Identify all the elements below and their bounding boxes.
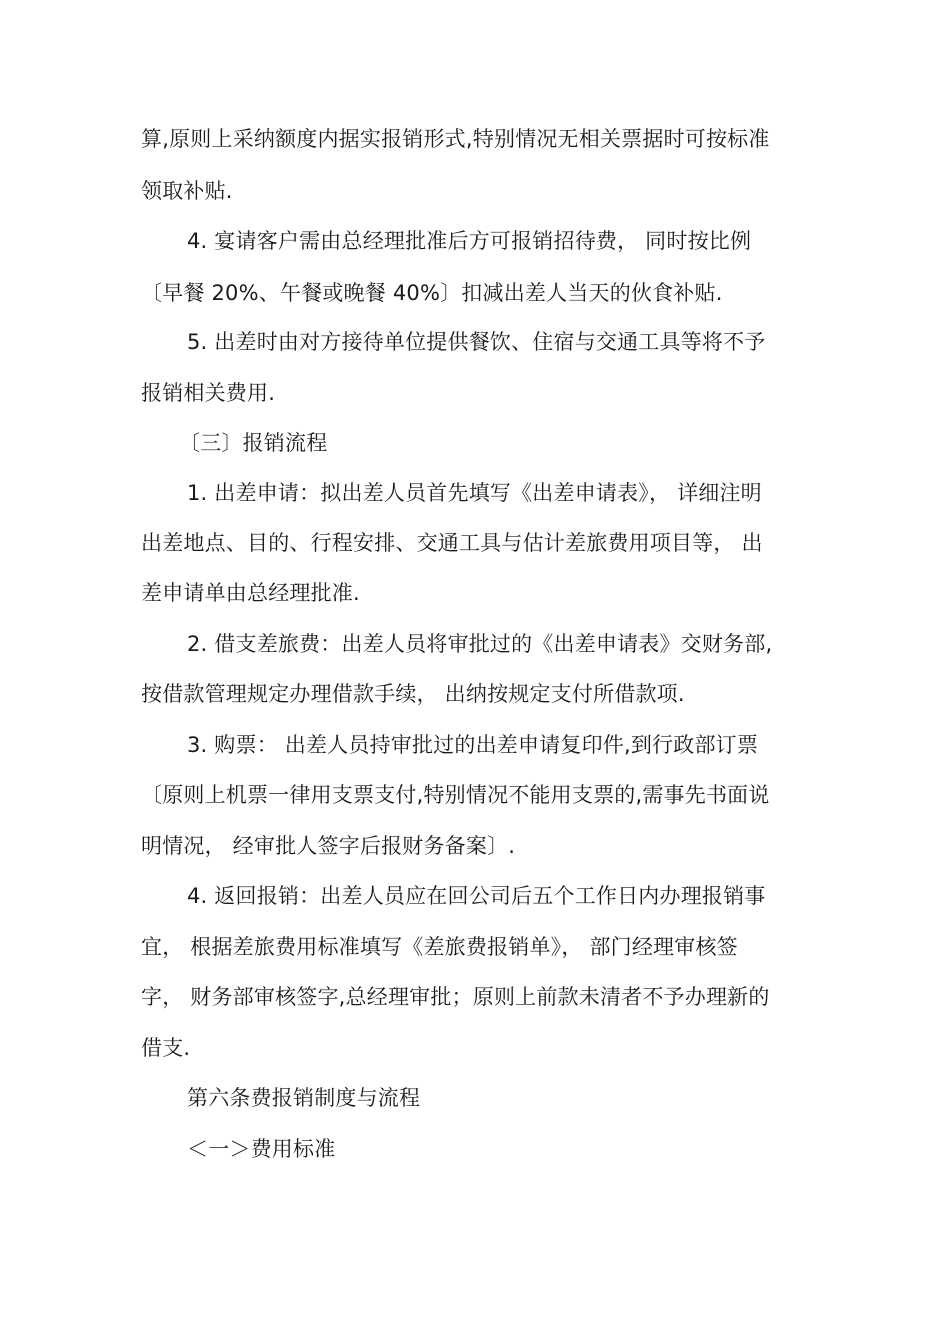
- text-line: 4. 返回报销：出差人员应在回公司后五个工作日内办理报销事: [187, 884, 766, 908]
- text-line: 宜， 根据差旅费用标准填写《差旅费报销单》， 部门经理审核签: [141, 935, 738, 959]
- text-line: 出差地点、目的、行程安排、交通工具与估计差旅费用项目等， 出: [141, 531, 763, 555]
- text-line: 5. 出差时由对方接待单位提供餐饮、住宿与交通工具等将不予: [187, 330, 766, 354]
- text-line: 1. 出差申请：拟出差人员首先填写《出差申请表》， 详细注明: [187, 481, 762, 505]
- text-line: 领取补贴.: [141, 179, 233, 203]
- text-line: 差申请单由总经理批准.: [141, 581, 360, 605]
- text-line: 借支.: [141, 1036, 191, 1060]
- text-line: 4. 宴请客户需由总经理批准后方可报销招待费， 同时按比例: [187, 229, 752, 253]
- text-line: 2. 借支差旅费：出差人员将审批过的《出差申请表》交财务部,: [187, 632, 773, 656]
- text-line: 报销相关费用.: [141, 381, 276, 405]
- text-line: 算,原则上采纳额度内据实报销形式,特别情况无相关票据时可按标准: [141, 127, 770, 151]
- text-line: 〔原则上机票一律用支票支付,特别情况不能用支票的,需事先书面说: [141, 783, 770, 807]
- text-line: 3. 购票： 出差人员持审批过的出差申请复印件,到行政部订票: [187, 733, 759, 757]
- text-line: 〔早餐 20%、午餐或晚餐 40%〕扣减出差人当天的伙食补贴.: [141, 281, 723, 305]
- section-heading: 〔三〕报销流程: [179, 431, 328, 455]
- text-line: 按借款管理规定办理借款手续， 出纳按规定支付所借款项.: [141, 682, 685, 706]
- subsection-heading: ＜一＞费用标准: [187, 1137, 336, 1161]
- text-line: 字， 财务部审核签字,总经理审批；原则上前款未清者不予办理新的: [141, 985, 770, 1009]
- article-heading: 第六条费报销制度与流程: [187, 1086, 421, 1110]
- text-line: 明情况， 经审批人签字后报财务备案〕.: [141, 834, 516, 858]
